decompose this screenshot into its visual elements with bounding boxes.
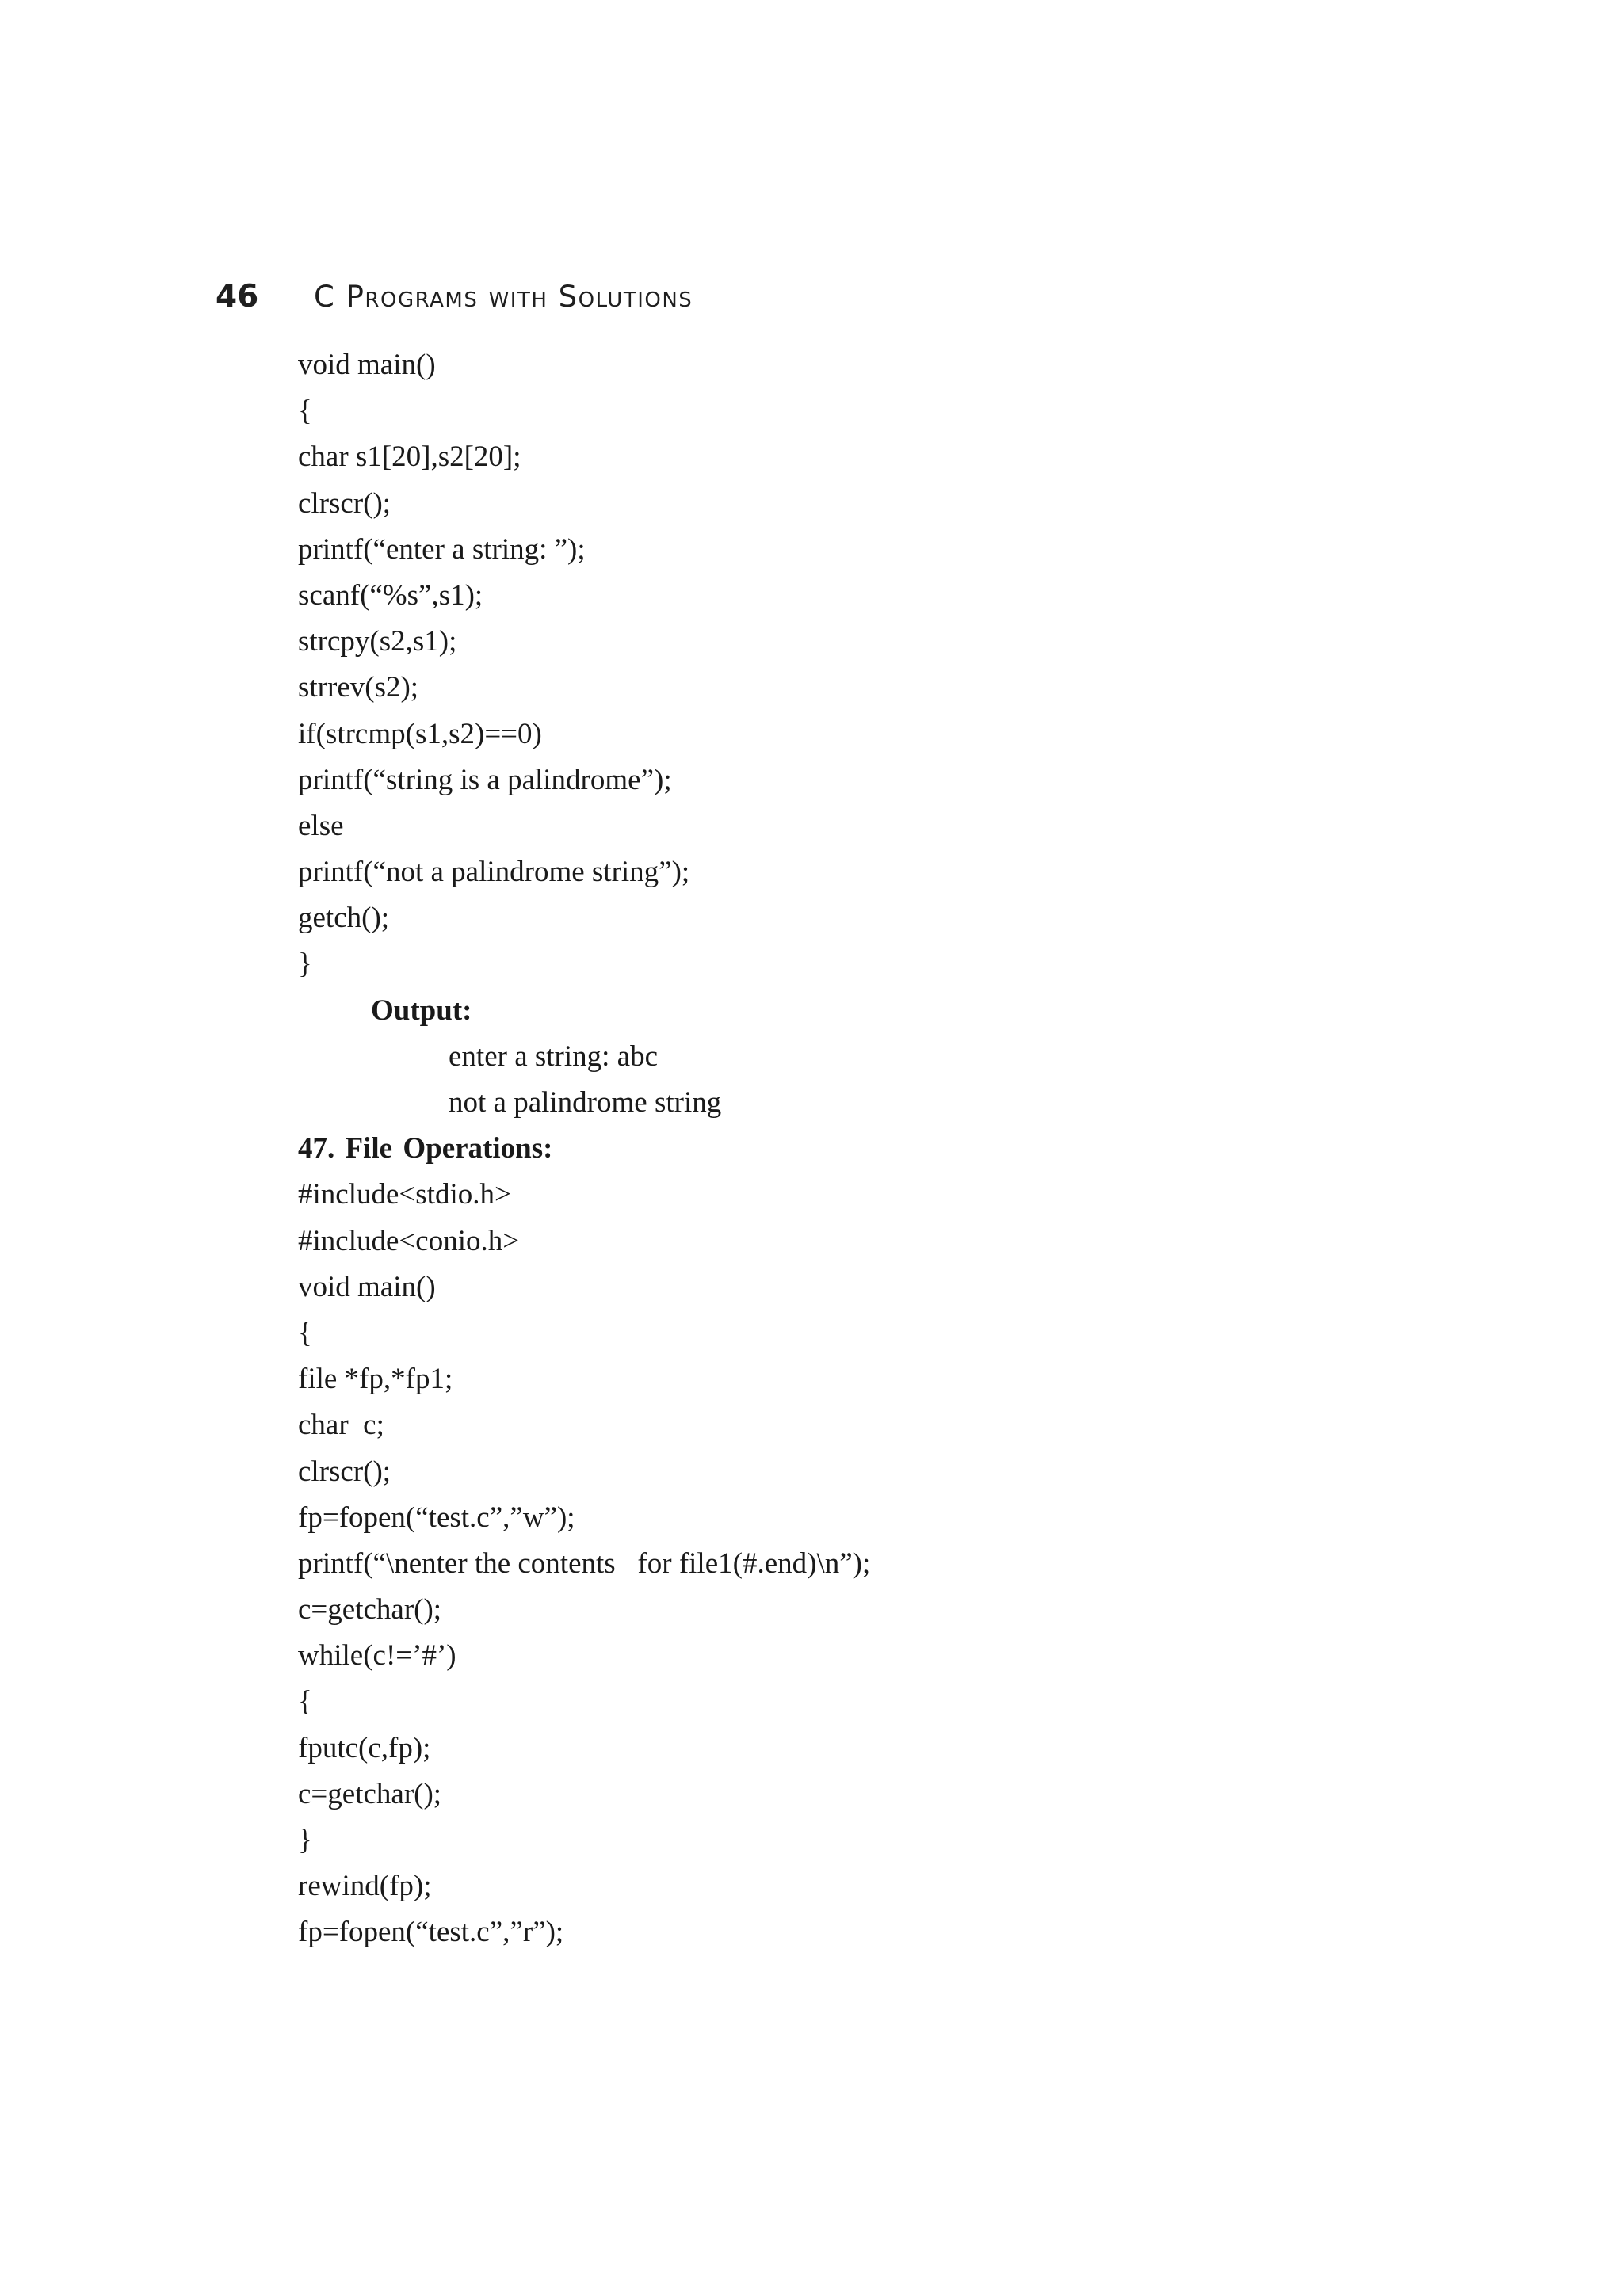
page-header — [216, 273, 693, 320]
code-line: char s1[20],s2[20]; — [298, 441, 521, 474]
code-line: #include<conio.h> — [298, 1224, 520, 1257]
code-line: scanf(“%s”,s1); — [298, 578, 483, 612]
code-line: { — [298, 395, 312, 428]
code-line: #include<stdio.h> — [298, 1178, 511, 1211]
code-line: { — [298, 1685, 312, 1718]
code-line: strcpy(s2,s1); — [298, 625, 457, 658]
code-line: while(c!=’#’) — [298, 1639, 456, 1672]
code-line: clrscr(); — [298, 1455, 391, 1488]
section-heading: 47. File Operations: — [298, 1132, 553, 1165]
code-line: } — [298, 948, 312, 981]
code-line: else — [298, 809, 344, 842]
code-line: void main() — [298, 349, 436, 381]
code-line: fp=fopen(“test.c”,”r”); — [298, 1916, 564, 1949]
running-title: C Programs with Solutions — [314, 279, 693, 314]
code-line: printf(“\nenter the contents for file1(#.end)\n”); — [298, 1547, 871, 1580]
code-line: fp=fopen(“test.c”,”w”); — [298, 1501, 575, 1534]
code-line: c=getchar(); — [298, 1593, 442, 1627]
output-heading: Output: — [371, 994, 472, 1027]
code-line: getch(); — [298, 902, 390, 935]
code-line: char c; — [298, 1409, 384, 1442]
code-line: printf(“not a palindrome string”); — [298, 856, 690, 889]
code-line: void main() — [298, 1270, 436, 1303]
output-line: enter a string: abc — [449, 1039, 659, 1073]
page-body — [298, 342, 1487, 1956]
code-line: c=getchar(); — [298, 1777, 442, 1810]
code-line: } — [298, 1824, 312, 1856]
code-line: if(strcmp(s1,s2)==0) — [298, 717, 542, 750]
code-line: printf(“string is a palindrome”); — [298, 763, 672, 796]
code-line: strrev(s2); — [298, 671, 419, 704]
page-number: 46 — [216, 278, 259, 315]
code-line: file *fp,*fp1; — [298, 1363, 453, 1396]
code-line: clrscr(); — [298, 486, 391, 520]
code-line: fputc(c,fp); — [298, 1731, 431, 1764]
code-line: { — [298, 1316, 312, 1349]
code-line: printf(“enter a string: ”); — [298, 532, 586, 566]
output-line: not a palindrome string — [449, 1086, 722, 1119]
code-line: rewind(fp); — [298, 1870, 432, 1903]
